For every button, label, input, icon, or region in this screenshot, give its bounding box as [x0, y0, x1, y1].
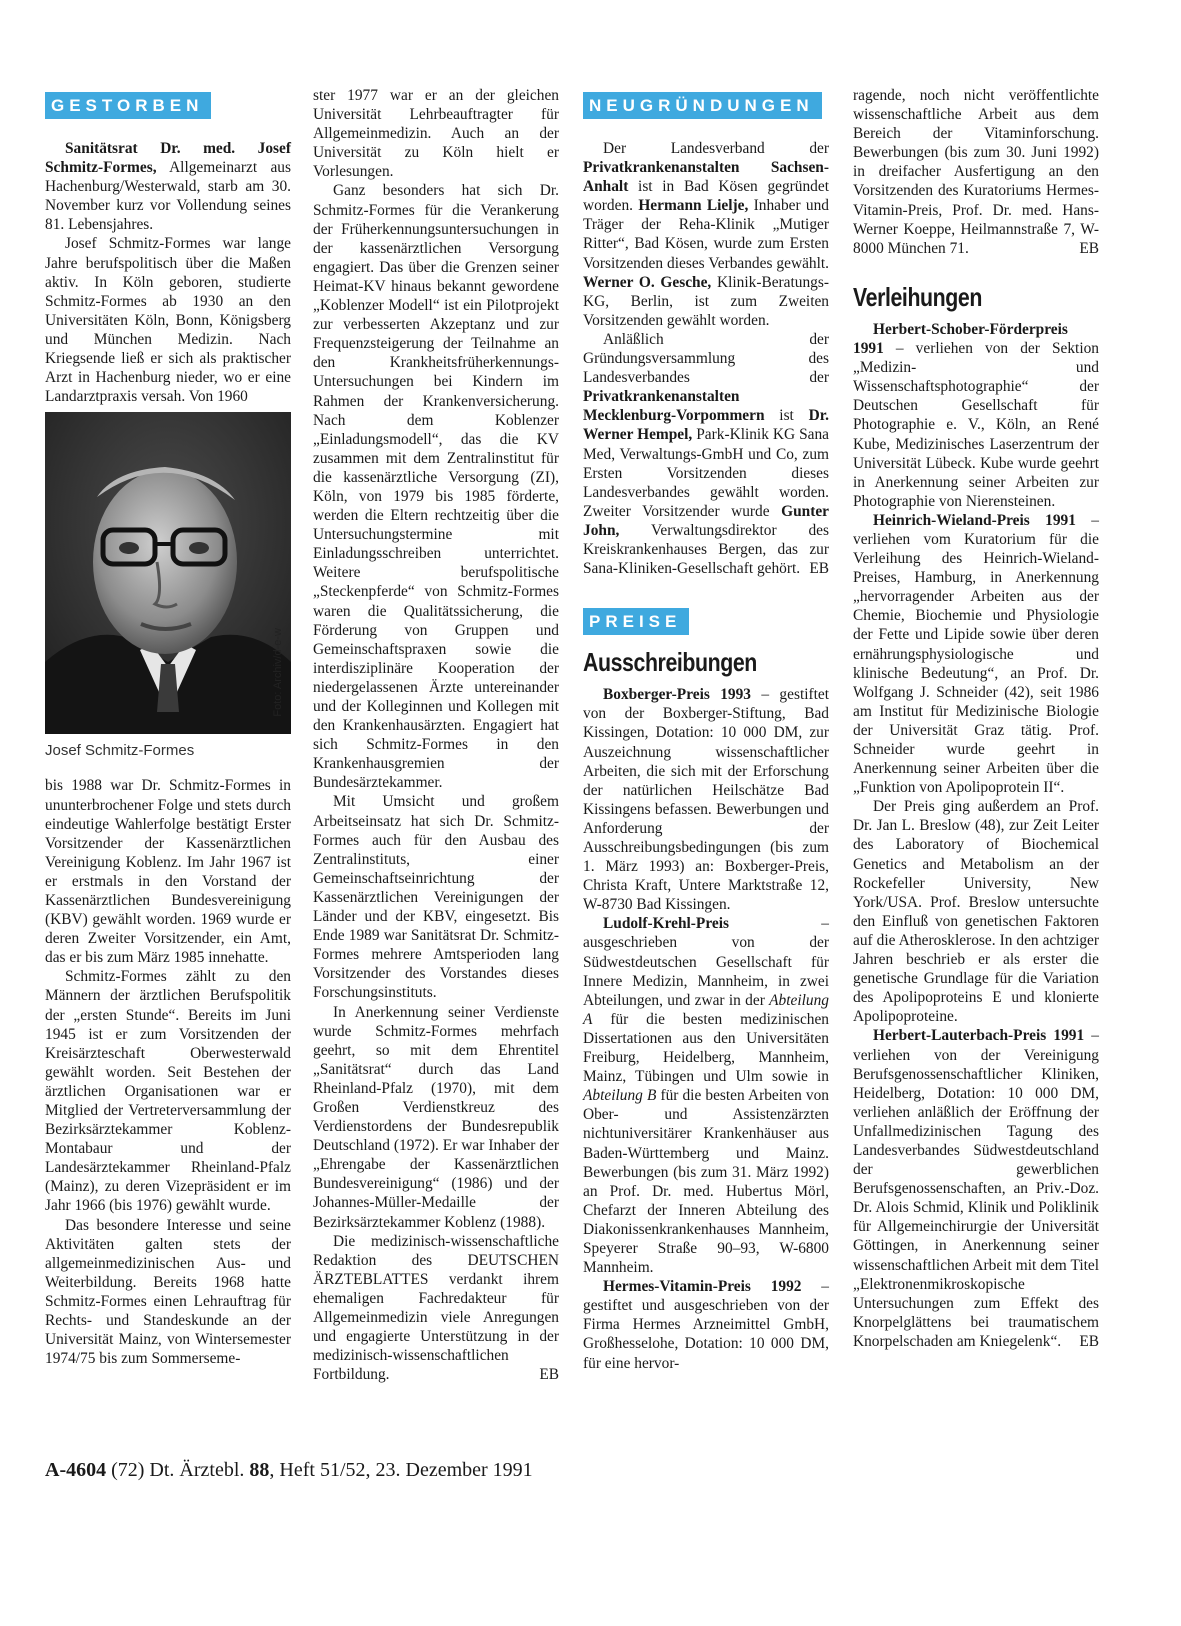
award-entry: Herbert-Lauterbach-Preis 1991 – verliehen von der Vereinigung Berufsgenossenschaftlicher Kliniken, Heidelberg, Dotation: 10 000 DM, verliehen anläßlich der Eröffnung der Unfallmedizinischen Tagung des Landesverbandes Südwestdeutschland der gewerblichen Berufsgenossenschaften, an Priv.-Doz. Dr. Alois Schmid, Klinik und Poliklinik für Allgemeinchirurgie der Universität Göttingen, in Anerkennung seiner wissenschaftlichen Arbeit mit dem Titel „Elektronenmikroskopische Untersuchungen zum Effekt des Knorpelglättens bei traumatischem Knorpelschaden am Kniegelenk“.	[853, 1027, 1099, 1350]
signature: EB	[539, 1366, 559, 1384]
deceased-name: Sanitätsrat Dr. med. Josef Schmitz-Formes,	[45, 140, 291, 177]
prize-entry: Boxberger-Preis 1993 – gestiftet von der Boxberger-Stiftung, Bad Kissingen, Dotation: 10 000 DM, zur Auszeichnung wissenschaftlicher Arbeiten, die sich mit der Erforschung der natürlichen Heilschätze Bad Kissingens befassen. Bewerbungen und Anforderung der Ausschreibungsbedingungen (bis zum 1. März 1993) an: Boxberger-Preis, Christa Kraft, Untere Marktstraße 12, W-8730 Bad Kissingen.	[583, 686, 830, 914]
paragraph: Das besondere Interesse und seine Aktivitäten galten stets der allgemeinmedizinischen Aus- und Weiterbildung. Bereits 1968 hatte Schmitz-Formes einen Lehrauftrag für Rechts- und Standeskunde an der Universität Mainz, von Wintersemester 1974/75 bis zum Sommerseme-	[45, 1216, 291, 1368]
signature: EB	[1079, 1333, 1099, 1350]
signature: EB	[809, 560, 829, 578]
column-1	[45, 88, 291, 1368]
column-4	[853, 86, 1099, 1351]
column-2	[313, 86, 559, 1384]
page-number: A-4604	[45, 1459, 107, 1481]
photo-credit: Foto: Archiv/d-e-w	[271, 627, 284, 717]
paragraph: Josef Schmitz-Formes war lange Jahre berufspolitisch über die Maßen aktiv. In Köln geboren, studierte Schmitz-Formes ab 1930 an den Universitäten Köln, Bonn, Königsberg und München Medizin. Nach Kriegsende ließ er sich als praktischer Arzt in Hachenburg nieder, wo er eine Landarztpraxis versah. Von 1960	[45, 235, 291, 406]
photo-caption: Josef Schmitz-Formes	[45, 742, 195, 760]
section-rubric-gestorben: GESTORBEN	[45, 92, 211, 119]
page-footer: A-4604 (72) Dt. Ärztebl. 88, Heft 51/52, 23. Dezember 1991	[45, 1459, 533, 1481]
paragraph: Mit Umsicht und großem Arbeitseinsatz hat sich Dr. Schmitz-Formes auch für den Ausbau des Zentralinstituts, einer Gemeinschaftseinrichtung der Kassenärztlichen Vereinigungen der Länder und der KBV, eingesetzt. Bis Ende 1989 war Sanitätsrat Dr. Schmitz-Formes mehrere Amtsperioden lang Vorsitzender des Vorstandes dieses Forschungsinstituts.	[313, 793, 559, 1002]
volume-number: 88	[249, 1459, 270, 1481]
paragraph: bis 1988 war Dr. Schmitz-Formes in ununterbrochener Folge und stets durch eindeutige Wahlerfolge bestätigt Erster Vorsitzender der Kassenärztlichen Vereinigung Koblenz. Im Jahr 1967 ist er erstmals in den Vorstand der Kassenärztlichen Bundesvereinigung (KBV) gewählt worden. 1969 wurde er deren Zweiter Vorsitzender, ein Amt, das er bis zum März 1985 innehatte.	[45, 777, 291, 967]
paragraph: In Anerkennung seiner Verdienste wurde Schmitz-Formes mehrfach geehrt, so mit dem Ehrentitel „Sanitätsrat“ durch das Land Rheinland-Pfalz (1970), mit dem Großen Verdienstkreuz des Verdienstordens der Bundesrepublik Deutschland (1972). Er war Inhaber der „Ehrengabe der Kassenärztlichen Bundesvereinigung“ (1986) und der Johannes-Müller-Medaille der Bezirksärztekammer Koblenz (1988).	[313, 1003, 559, 1231]
section-heading-verleihungen: Verleihungen	[853, 281, 982, 312]
award-entry: Heinrich-Wieland-Preis 1991 – verliehen vom Kuratorium für die Verleihung des Heinrich-Wieland-Preises, Hamburg, in Anerkennung „hervorragender Arbeiten aus der Chemie, Biochemie und Physiologie der Fette und Lipide sowie über deren ernährungsphysiologische und klinische Bedeutung“, an Prof. Dr. Wolfgang J. Schneider (42), seit 1986 am Institut für Medizinische Biologie der Universität Graz tätig. Prof. Schneider wurde geehrt in Anerkennung seiner Arbeiten über die „Funktion von Apolipoprotein II“.	[853, 511, 1099, 797]
portrait-image	[45, 412, 291, 734]
signature: EB	[1079, 239, 1099, 257]
paragraph: Anläßlich der Gründungsversammlung des Landesverbandes der Privatkrankenanstalten Mecklenburg-Vorpommern ist Dr. Werner Hempel, Park-Klinik KG Sana Med, Verwaltungs-GmbH und Co, zum Ersten Vorsitzenden dieses Landesverbandes gewählt worden. Zweiter Vorsitzender wurde Gunter John, Verwaltungsdirektor des Kreiskrankenhauses Bergen, das zur Sana-Kliniken-Gesellschaft gehört.	[583, 330, 829, 578]
section-heading-ausschreibungen: Ausschreibungen	[583, 647, 757, 678]
paragraph: Die medizinisch-wissenschaftliche Redaktion des DEUTSCHEN ÄRZTEBLATTES verdankt ihrem ehemaligen Fachredakteur für Allgemeinmedizin viele Anregungen und engagierte Unterstützung in der medizinisch-wissenschaftlichen Fortbildung.	[313, 1232, 559, 1384]
obituary-lead: Sanitätsrat Dr. med. Josef Schmitz-Formes, Allgemeinarzt aus Hachenburg/Westerwald, starb am 30. November kurz vor Vollendung seines 81. Lebensjahres.	[45, 140, 291, 234]
prize-entry: Ludolf-Krehl-Preis – ausgeschrieben von der Südwestdeutschen Gesellschaft für Innere Medizin, Mannheim, in zwei Abteilungen, und zwar in der Abteilung A für die besten medizinischen Dissertationen aus den Universitäten Freiburg, Heidelberg, Mannheim, Mainz, Tübingen und Ulm sowie in Abteilung B für die besten Arbeiten von Ober- und Assistenzärzten nichtuniversitärer Krankenhäuser aus Baden-Württemberg und Mainz. Bewerbungen (bis zum 31. März 1992) an Prof. Dr. med. Hubertus Mörl, Chefarzt der Inneren Abteilung des Diakonissenkrankenhauses Mannheim, Speyerer Straße 90–93, W-6800 Mannheim.	[583, 915, 829, 1277]
paragraph: ragende, noch nicht veröffentlichte wissenschaftliche Arbeit aus dem Bereich der Vitaminforschung. Bewerbungen (bis zum 30. Juni 1992) in dreifacher Ausfertigung an den Vorsitzenden des Kuratoriums Hermes-Vitamin-Preis, Prof. Dr. med. Hans-Werner Koeppe, Heilmannstraße 7, W-8000 München 71.	[853, 87, 1099, 257]
prize-entry: Hermes-Vitamin-Preis 1992 – gestiftet und ausgeschrieben von der Firma Hermes Arzneimittel GmbH, Großhesselohe, Dotation: 10 000 DM, für eine hervor-	[583, 1278, 829, 1372]
paragraph: ster 1977 war er an der gleichen Universität Lehrbeauftragter für Allgemeinmedizin. Auch an der Universität zu Köln hielt er Vorlesungen.	[313, 87, 559, 181]
portrait-photo	[45, 412, 291, 734]
section-rubric-neugruendungen: NEUGRÜNDUNGEN	[583, 92, 822, 119]
paragraph: Ganz besonders hat sich Dr. Schmitz-Formes für die Verankerung der Früherkennungsuntersuchungen in der kassenärztlichen Versorgung engagiert. Das über die Grenzen seiner Heimat-KV hinaus bekannt gewordene „Koblenzer Modell“ ist ein Pilotprojekt zur verbesserten Akzeptanz und zur Frequenzsteigerung der Teilnahme an den Krankheitsfrüherkennungs-Untersuchungen bei Kindern im Rahmen der Krankenversicherung. Nach dem Koblenzer „Einladungsmodell“, das die KV zusammen mit dem Zentralinstitut für die kassenärztliche Versorgung (ZI), Köln, von 1979 bis 1985 förderte, werden die Eltern rechtzeitig über die Untersuchungstermine mit Einladungsschreiben unterrichtet. Weitere berufspolitische „Steckenpferde“ von Schmitz-Formes waren die Qualitätssicherung, die Förderung von Gruppen und Gemeinschaftspraxen sowie die interdisziplinäre Kooperation der niedergelassenen Ärzte untereinander und der Kolleginnen und Kollegen mit den Krankenhausärzten. Engagiert hat sich Schmitz-Formes in den Krankenhausgremien der Bundesärztekammer.	[313, 182, 559, 792]
award-entry: Herbert-Schober-Förderpreis 1991 – verliehen von der Sektion „Medizin- und Wissenschaftsphotographie“ der Deutschen Gesellschaft für Photographie e. V., Köln, an René Kube, Medizinisches Laserzentrum der Universität Lübeck. Kube wurde geehrt in Anerkennung seiner Arbeiten zur Photographie von Nierensteinen.	[853, 320, 1099, 510]
paragraph: Der Preis ging außerdem an Prof. Dr. Jan L. Breslow (48), zur Zeit Leiter des Laboratory of Biochemical Genetics and Metabolism an der Rockefeller University, New York/USA. Prof. Breslow untersuchte den Einfluß von genetischen Faktoren auf die Atherosklerose. In den achtziger Jahren beschrieb er als erster die genetische Grundlage für die Variation des Apolipoproteins E und klonierte Apolipoproteine.	[853, 798, 1099, 1026]
column-3	[583, 88, 829, 1373]
section-rubric-preise: PREISE	[583, 608, 689, 635]
paragraph: Der Landesverband der Privatkrankenanstalten Sachsen-Anhalt ist in Bad Kösen gegründet worden. Hermann Lielje, Inhaber und Träger der Reha-Klinik „Mutiger Ritter“, Bad Kösen, wurde zum Ersten Vorsitzenden dieses Verbandes gewählt. Werner O. Gesche, Klinik-Beratungs-KG, Berlin, ist zum Zweiten Vorsitzenden gewählt worden.	[583, 140, 829, 329]
paragraph: Schmitz-Formes zählt zu den Männern der ärztlichen Berufspolitik der „ersten Stunde“. Bereits im Juni 1945 ist er zum Vorsitzenden der Kreisärzteschaft Oberwesterwald gewählt worden. Seit Bestehen der ärztlichen Organisationen war er Mitglied der Vertreterversammlung der Bezirksärztekammer Koblenz-Montabaur und der Landesärztekammer Rheinland-Pfalz (Mainz), zu deren Vizepräsident er im Jahr 1966 (bis 1976) gewählt wurde.	[45, 968, 291, 1215]
